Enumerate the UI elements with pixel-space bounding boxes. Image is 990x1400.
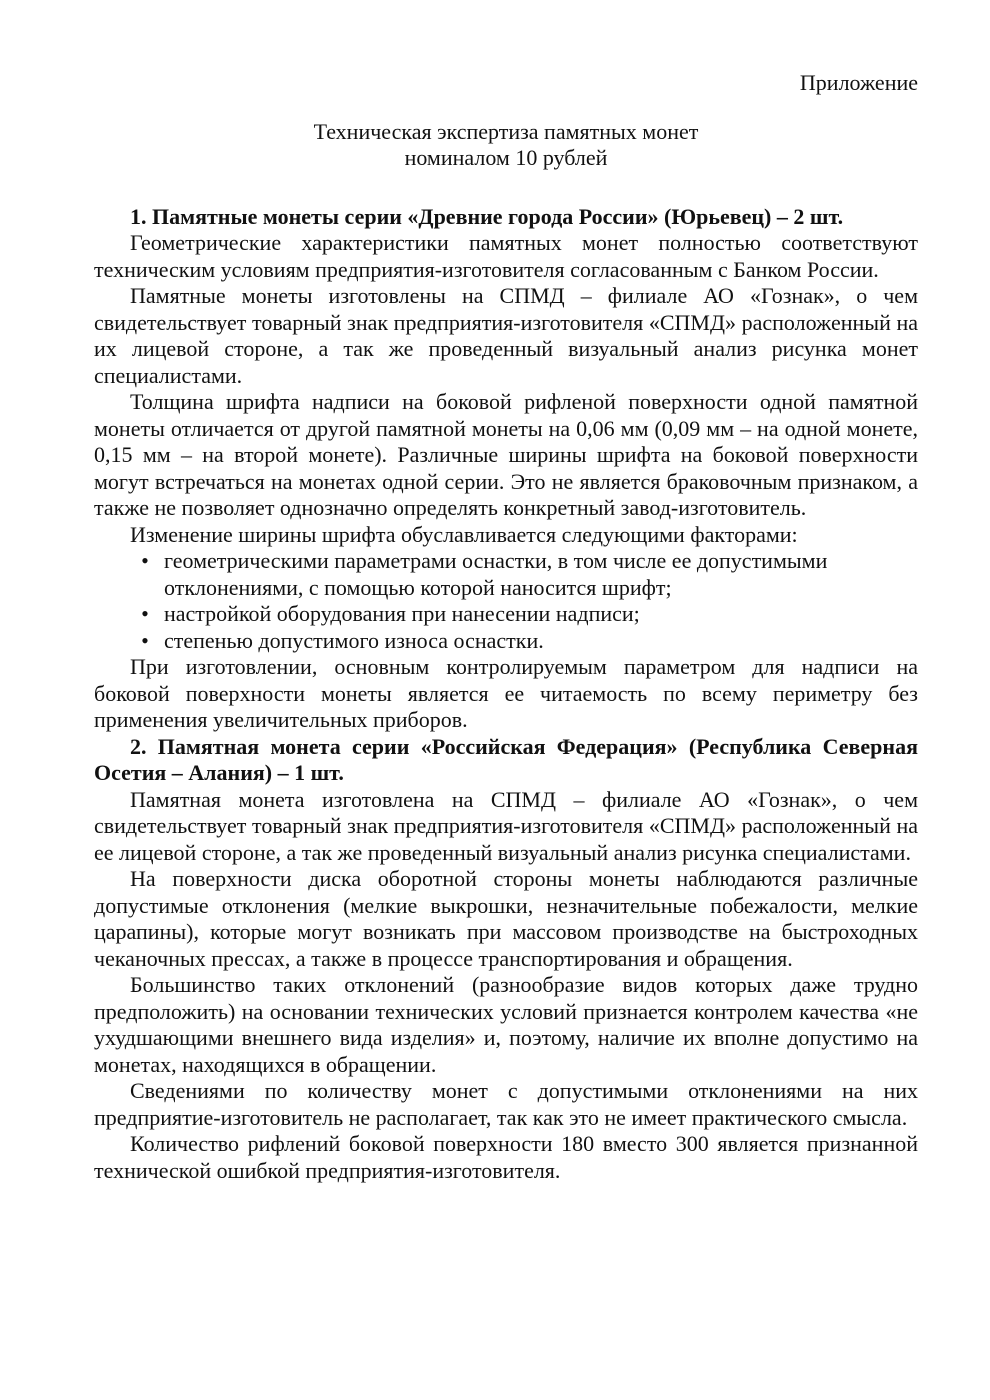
- list-item: [141, 627, 918, 655]
- list-item-text: степенью допустимого износа оснастки.: [164, 627, 544, 653]
- document-title: [94, 119, 918, 172]
- bullet-icon: •: [141, 627, 149, 653]
- section-1-paragraph: Изменение ширины шрифта обуславливается следующими факторами:: [130, 521, 798, 547]
- section-2-paragraph: На поверхности диска оборотной стороны монеты наблюдаются различные допустимые отклонения (мелкие выкрошки, незначительные побежалости, мелкие царапины), которые могут возникать при массовом производстве на быстроходных чеканочных прессах, а также в процессе транспортирования и обращения.: [94, 866, 918, 971]
- section-1-closing-paragraph: При изготовлении, основным контролируемым параметром для надписи на боковой поверхности монеты является ее читаемость по всему периметру без применения увеличительных приборов.: [94, 654, 918, 732]
- title-line-2: номиналом 10 рублей: [404, 145, 608, 170]
- section-1-paragraph: Толщина шрифта надписи на боковой рифленой поверхности одной памятной монеты отличается от другой памятной монеты на 0,06 мм (0,09 мм – на одной монете, 0,15 мм – на второй монете). Различные ширины шрифта на боковой поверхности могут встречаться на монетах одной серии. Это не является браковочным признаком, а также не позволяет однозначно определять конкретный завод-изготовитель.: [94, 389, 918, 520]
- section-1-heading: 1. Памятные монеты серии «Древние города России» (Юрьевец) – 2 шт.: [130, 203, 844, 229]
- section-2-paragraph: Сведениями по количеству монет с допустимыми отклонениями на них предприятие-изготовитель не располагает, так как это не имеет практического смысла.: [94, 1078, 918, 1130]
- section-2-heading: 2. Памятная монета серии «Российская Федерация» (Республика Северная Осетия – Алания) – 1 шт.: [94, 733, 918, 785]
- section-2-paragraph: Большинство таких отклонений (разнообразие видов которых даже трудно предположить) на основании технических условий признается контролем качества «не ухудшающими внешнего вида изделия» и, поэтому, наличие их вполне допустимо на монетах, находящихся в обращении.: [94, 972, 918, 1077]
- section-1-paragraph: Геометрические характеристики памятных монет полностью соответствуют техническим условиям предприятия-изготовителя согласованным с Банком России.: [94, 230, 918, 282]
- section-1-paragraph: Памятные монеты изготовлены на СПМД – филиале АО «Гознак», о чем свидетельствует товарный знак предприятия-изготовителя «СПМД» расположенный на их лицевой стороне, а так же проведенный визуальный анализ рисунка монет специалистами.: [94, 283, 918, 388]
- appendix-label: Приложение: [799, 70, 918, 95]
- list-item: [141, 548, 918, 601]
- list-item-text: настройкой оборудования при нанесении надписи;: [164, 601, 640, 626]
- bullet-icon: •: [141, 548, 149, 573]
- section-2-paragraph: Памятная монета изготовлена на СПМД – филиале АО «Гознак», о чем свидетельствует товарный знак предприятия-изготовителя «СПМД» расположенный на ее лицевой стороне, а так же проведенный визуальный анализ рисунка специалистами.: [94, 786, 918, 865]
- factors-list: [94, 548, 918, 654]
- title-line-1: Техническая экспертиза памятных монет: [313, 118, 699, 144]
- list-item: [141, 601, 918, 628]
- list-item-text: геометрическими параметрами оснастки, в том числе ее допустимыми отклонениями, с помощью которой наносится шрифт;: [164, 548, 828, 600]
- section-2-paragraph: Количество рифлений боковой поверхности 180 вместо 300 является признанной технической ошибкой предприятия-изготовителя.: [94, 1131, 918, 1183]
- bullet-icon: •: [141, 601, 149, 626]
